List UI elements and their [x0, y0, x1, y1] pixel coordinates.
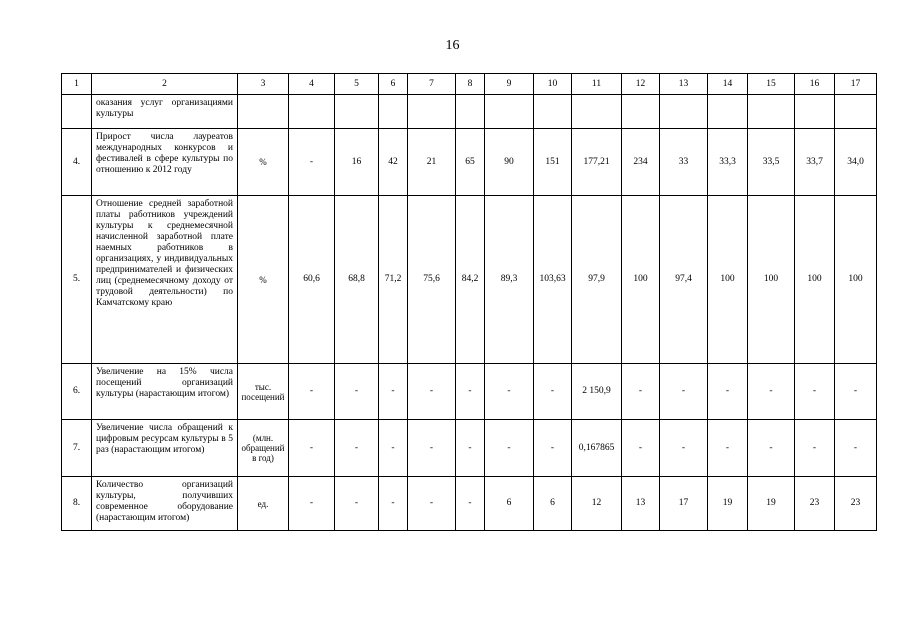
value-cell: - — [835, 364, 877, 420]
value-cell: 100 — [835, 196, 877, 364]
value-cell: 42 — [379, 129, 408, 196]
value-cell: 68,8 — [335, 196, 379, 364]
unit-cell — [238, 95, 289, 129]
table-row — [62, 364, 877, 420]
value-cell: 0,167865 — [572, 420, 622, 477]
value-cell: 33 — [660, 129, 708, 196]
table-row — [62, 129, 877, 196]
unit-cell: (млн. обращений в год) — [238, 420, 289, 477]
value-cell: - — [622, 420, 660, 477]
value-cell: 34,0 — [835, 129, 877, 196]
value-cell: 151 — [534, 129, 572, 196]
unit-cell: % — [238, 196, 289, 364]
value-cell: 100 — [795, 196, 835, 364]
value-cell: - — [408, 364, 456, 420]
value-cell: - — [456, 364, 485, 420]
value-cell: - — [289, 364, 335, 420]
header-cell: 12 — [622, 74, 660, 95]
value-cell: 17 — [660, 477, 708, 531]
table-row — [62, 196, 877, 364]
value-cell: 23 — [835, 477, 877, 531]
value-cell: 19 — [708, 477, 748, 531]
value-cell — [835, 95, 877, 129]
value-cell: 100 — [622, 196, 660, 364]
row-number: 6. — [62, 364, 92, 420]
unit-cell: % — [238, 129, 289, 196]
value-cell: - — [622, 364, 660, 420]
value-cell: - — [708, 364, 748, 420]
value-cell: - — [408, 477, 456, 531]
header-row — [62, 74, 877, 95]
value-cell: - — [289, 477, 335, 531]
value-cell: - — [708, 420, 748, 477]
value-cell: - — [379, 477, 408, 531]
value-cell: 177,21 — [572, 129, 622, 196]
value-cell: 71,2 — [379, 196, 408, 364]
indicators-table — [61, 73, 877, 531]
value-cell: - — [335, 420, 379, 477]
header-cell: 15 — [748, 74, 795, 95]
row-number: 8. — [62, 477, 92, 531]
value-cell: - — [748, 420, 795, 477]
value-cell: - — [456, 477, 485, 531]
indicator-description: Увеличение числа обращений к цифровым ресурсам культуры в 5 раз (нарастающим итогом) — [92, 420, 238, 477]
value-cell: 97,4 — [660, 196, 708, 364]
value-cell — [408, 95, 456, 129]
value-cell: 100 — [708, 196, 748, 364]
value-cell: - — [795, 364, 835, 420]
value-cell: - — [534, 364, 572, 420]
header-cell: 7 — [408, 74, 456, 95]
value-cell — [485, 95, 534, 129]
value-cell — [572, 95, 622, 129]
row-number — [62, 95, 92, 129]
value-cell: - — [289, 129, 335, 196]
value-cell: 2 150,9 — [572, 364, 622, 420]
header-cell: 6 — [379, 74, 408, 95]
value-cell: - — [485, 420, 534, 477]
value-cell: - — [335, 364, 379, 420]
value-cell: - — [379, 420, 408, 477]
header-cell: 5 — [335, 74, 379, 95]
row-number: 5. — [62, 196, 92, 364]
unit-cell: ед. — [238, 477, 289, 531]
value-cell: 6 — [534, 477, 572, 531]
value-cell: - — [335, 477, 379, 531]
value-cell: 12 — [572, 477, 622, 531]
value-cell: - — [534, 420, 572, 477]
indicator-description: оказания услуг организациями культуры — [92, 95, 238, 129]
value-cell: 23 — [795, 477, 835, 531]
value-cell: 234 — [622, 129, 660, 196]
header-cell: 14 — [708, 74, 748, 95]
value-cell: 90 — [485, 129, 534, 196]
value-cell: 97,9 — [572, 196, 622, 364]
header-cell: 4 — [289, 74, 335, 95]
table-row — [62, 420, 877, 477]
value-cell: 89,3 — [485, 196, 534, 364]
value-cell: 65 — [456, 129, 485, 196]
value-cell — [795, 95, 835, 129]
row-number: 4. — [62, 129, 92, 196]
value-cell: 6 — [485, 477, 534, 531]
value-cell: - — [485, 364, 534, 420]
value-cell: 19 — [748, 477, 795, 531]
table-row — [62, 95, 877, 129]
value-cell — [379, 95, 408, 129]
value-cell: - — [456, 420, 485, 477]
row-number: 7. — [62, 420, 92, 477]
header-cell: 17 — [835, 74, 877, 95]
value-cell — [456, 95, 485, 129]
indicator-description: Отношение средней заработной платы работников учреждений культуры к среднемесячной начисленной заработной плате наемных работников в организациях, у индивидуальных предпринимателей и физических лиц (среднемесячному доходу от трудовой деятельности) по Камчатскому краю — [92, 196, 238, 364]
value-cell: 33,3 — [708, 129, 748, 196]
header-cell: 9 — [485, 74, 534, 95]
value-cell: 100 — [748, 196, 795, 364]
value-cell: 60,6 — [289, 196, 335, 364]
table-row — [62, 477, 877, 531]
value-cell: 13 — [622, 477, 660, 531]
value-cell: - — [660, 364, 708, 420]
value-cell: - — [379, 364, 408, 420]
value-cell: - — [289, 420, 335, 477]
value-cell: 84,2 — [456, 196, 485, 364]
value-cell — [335, 95, 379, 129]
value-cell — [622, 95, 660, 129]
indicator-description: Прирост числа лауреатов международных конкурсов и фестивалей в сфере культуры по отношению к 2012 году — [92, 129, 238, 196]
value-cell — [660, 95, 708, 129]
unit-cell: тыс. посещений — [238, 364, 289, 420]
header-cell: 13 — [660, 74, 708, 95]
value-cell: - — [795, 420, 835, 477]
value-cell: - — [660, 420, 708, 477]
value-cell: 103,63 — [534, 196, 572, 364]
header-cell: 11 — [572, 74, 622, 95]
value-cell: - — [408, 420, 456, 477]
value-cell — [289, 95, 335, 129]
value-cell: 33,5 — [748, 129, 795, 196]
header-cell: 16 — [795, 74, 835, 95]
header-cell: 2 — [92, 74, 238, 95]
page-number: 16 — [445, 38, 460, 53]
value-cell: - — [748, 364, 795, 420]
indicator-description: Количество организаций культуры, получивших современное оборудование (нарастающим итогом) — [92, 477, 238, 531]
value-cell: 33,7 — [795, 129, 835, 196]
value-cell: - — [835, 420, 877, 477]
value-cell: 75,6 — [408, 196, 456, 364]
value-cell: 16 — [335, 129, 379, 196]
value-cell: 21 — [408, 129, 456, 196]
header-cell: 8 — [456, 74, 485, 95]
value-cell — [534, 95, 572, 129]
header-cell: 1 — [62, 74, 92, 95]
value-cell — [708, 95, 748, 129]
indicator-description: Увеличение на 15% числа посещений организаций культуры (нарастающим итогом) — [92, 364, 238, 420]
value-cell — [748, 95, 795, 129]
header-cell: 3 — [238, 74, 289, 95]
header-cell: 10 — [534, 74, 572, 95]
